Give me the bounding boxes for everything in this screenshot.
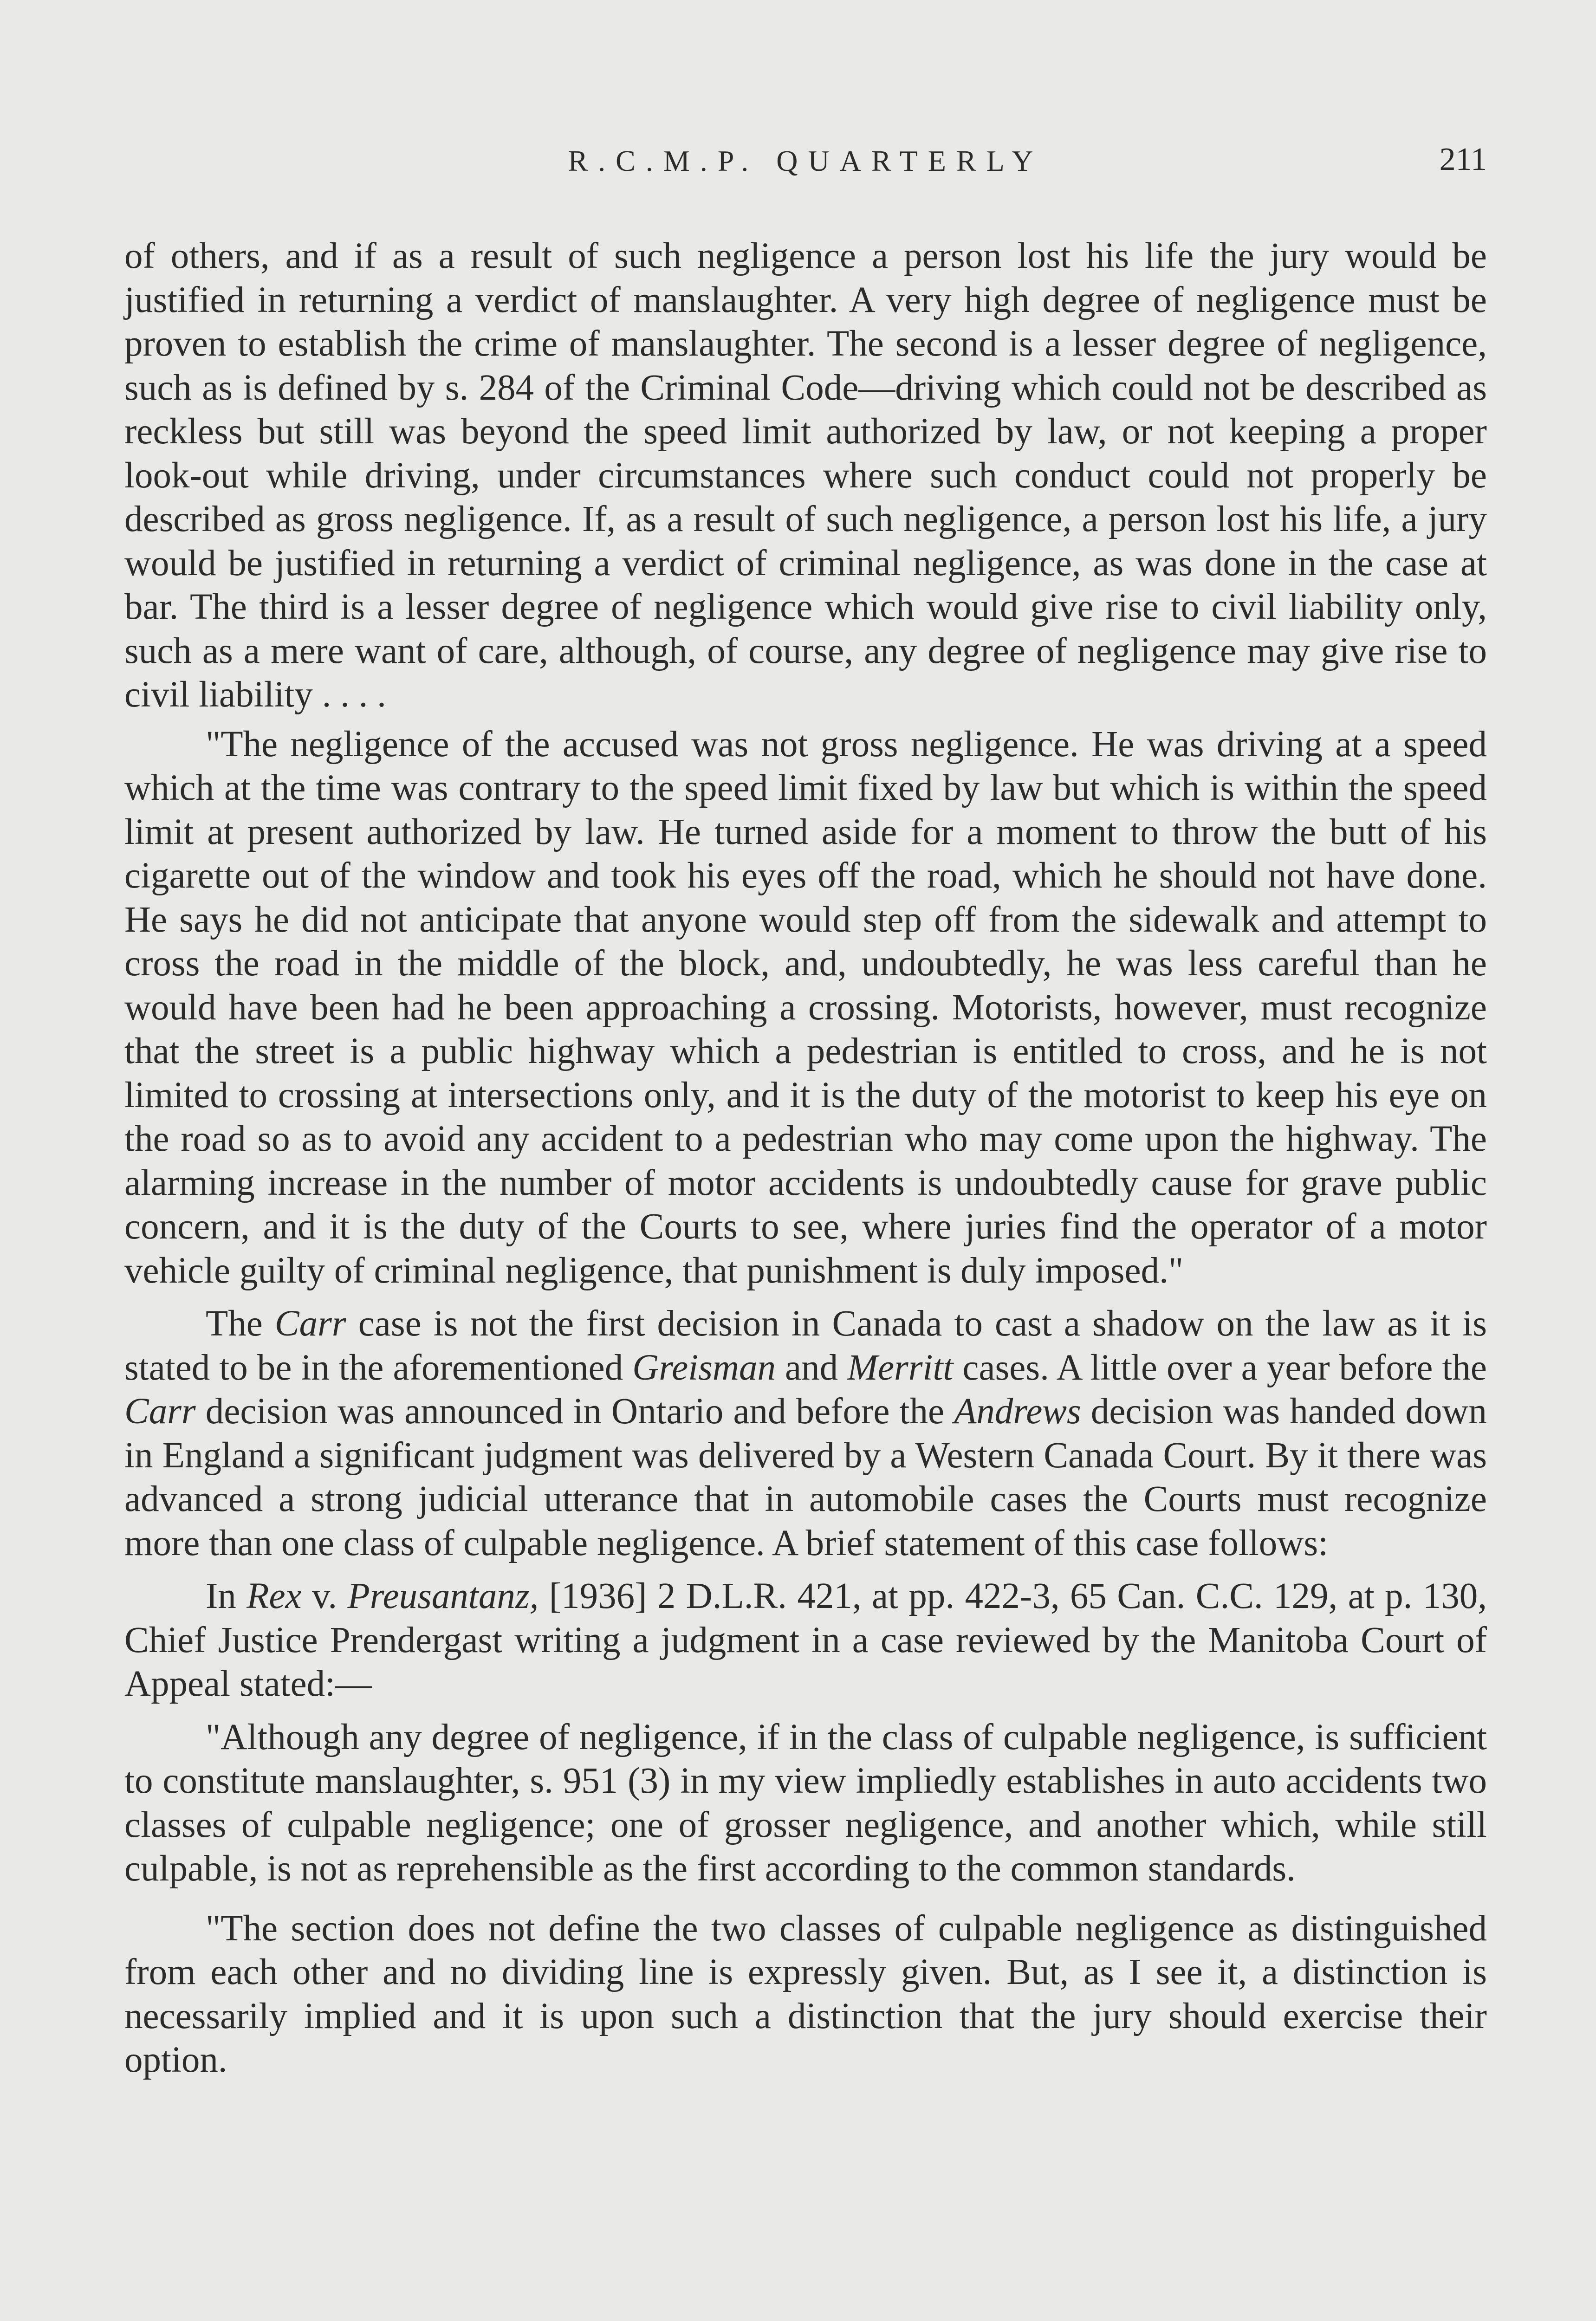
page-header — [124, 139, 1487, 190]
text-segment: The — [206, 1303, 275, 1344]
paragraph-3 — [124, 1302, 1487, 1565]
running-title: R.C.M.P. QUARTERLY — [568, 144, 1044, 177]
text-segment: and — [775, 1347, 848, 1388]
paragraph-4 — [124, 1575, 1487, 1706]
case-name-rex: Rex — [247, 1576, 302, 1616]
text-segment: cases. A little over a year before the — [953, 1347, 1487, 1388]
text-segment: [1936] 2 D.L.R. 421, at pp. 422-3, 65 Can. C.C. 129, at p. 130, Chief Justice Prendergast writing a judgment in a case reviewed by the Manitoba Court of Appeal stated:— — [124, 1576, 1487, 1704]
paragraph-2-quote: "The negligence of the accused was not gross negligence. He was driving at a speed which at the time was contrary to the speed limit fixed by law but which is within the speed limit at present authorized by law. He turned aside for a moment to throw the butt of his cigarette out of the window and took his eyes off the road, which he should not have done. He says he did not anticipate that anyone would step off from the sidewalk and attempt to cross the road in the middle of the block, and, undoubtedly, he was less careful than he would have been had he been approaching a crossing. Motorists, however, must recognize that the street is a public highway which a pedestrian is entitled to cross, and he is not limited to crossing at intersections only, and it is the duty of the motorist to keep his eye on the road so as to avoid any accident to a pedestrian who may come upon the highway. The alarming increase in the number of motor accidents is undoubtedly cause for grave public concern, and it is the duty of the Courts to see, where juries find the operator of a motor vehicle guilty of criminal negligence, that punishment is duly imposed." — [124, 724, 1487, 1291]
case-name-greisman: Greisman — [632, 1347, 776, 1388]
case-name-carr: Carr — [124, 1391, 196, 1432]
paragraph-6-quote: "The section does not define the two classes of culpable negligence as distinguished from each other and no dividing line is expressly given. But, as I see it, a distinction is necessarily implied and it is upon such a distinction that the jury should exercise their option. — [124, 1908, 1487, 2080]
paragraph-5-quote: "Although any degree of negligence, if in the class of culpable negligence, is sufficient to constitute manslaughter, s. 951 (3) in my view impliedly establishes in auto accidents two classes of culpable negligence; one of grosser negligence, and another which, while still culpable, is not as reprehensible as the first according to the common standards. — [124, 1717, 1487, 1889]
body-text — [124, 234, 1487, 2082]
text-segment: case is not the first decision in Canada to cast a shadow on the law as it is stated to be in the aforementioned — [124, 1303, 1487, 1388]
case-name-merritt: Merritt — [847, 1347, 954, 1388]
text-segment: decision was announced in Ontario and before the — [195, 1391, 954, 1432]
case-name-preusantanz: Preusantanz, — [347, 1576, 539, 1616]
case-name-carr: Carr — [274, 1303, 346, 1344]
text-segment: v. — [301, 1576, 348, 1616]
case-name-andrews: Andrews — [954, 1391, 1081, 1432]
text-segment: In — [206, 1576, 247, 1616]
paragraph-1: of others, and if as a result of such negligence a person lost his life the jury would be justified in returning a verdict of manslaughter. A very high degree of negligence must be proven to establish the crime of manslaughter. The second is a lesser degree of negligence, such as is defined by s. 284 of the Criminal Code—driving which could not be described as reckless but still was beyond the speed limit authorized by law, or not keeping a proper look-out while driving, under circumstances where such conduct could not properly be described as gross negligence. If, as a result of such negligence, a person lost his life, a jury would be justified in returning a verdict of criminal negligence, as was done in the case at bar. The third is a lesser degree of negligence which would give rise to civil liability only, such as a mere want of care, although, of course, any degree of negligence may give rise to civil liability . . . . — [124, 236, 1487, 715]
page-number: 211 — [1439, 142, 1487, 177]
text-segment: decision was handed down in England a significant judgment was delivered by a Western Canada Court. By it there was advanced a strong judicial utterance that in automobile cases the Courts must recognize more than one class of culpable negligence. A brief statement of this case follows: — [124, 1391, 1487, 1563]
